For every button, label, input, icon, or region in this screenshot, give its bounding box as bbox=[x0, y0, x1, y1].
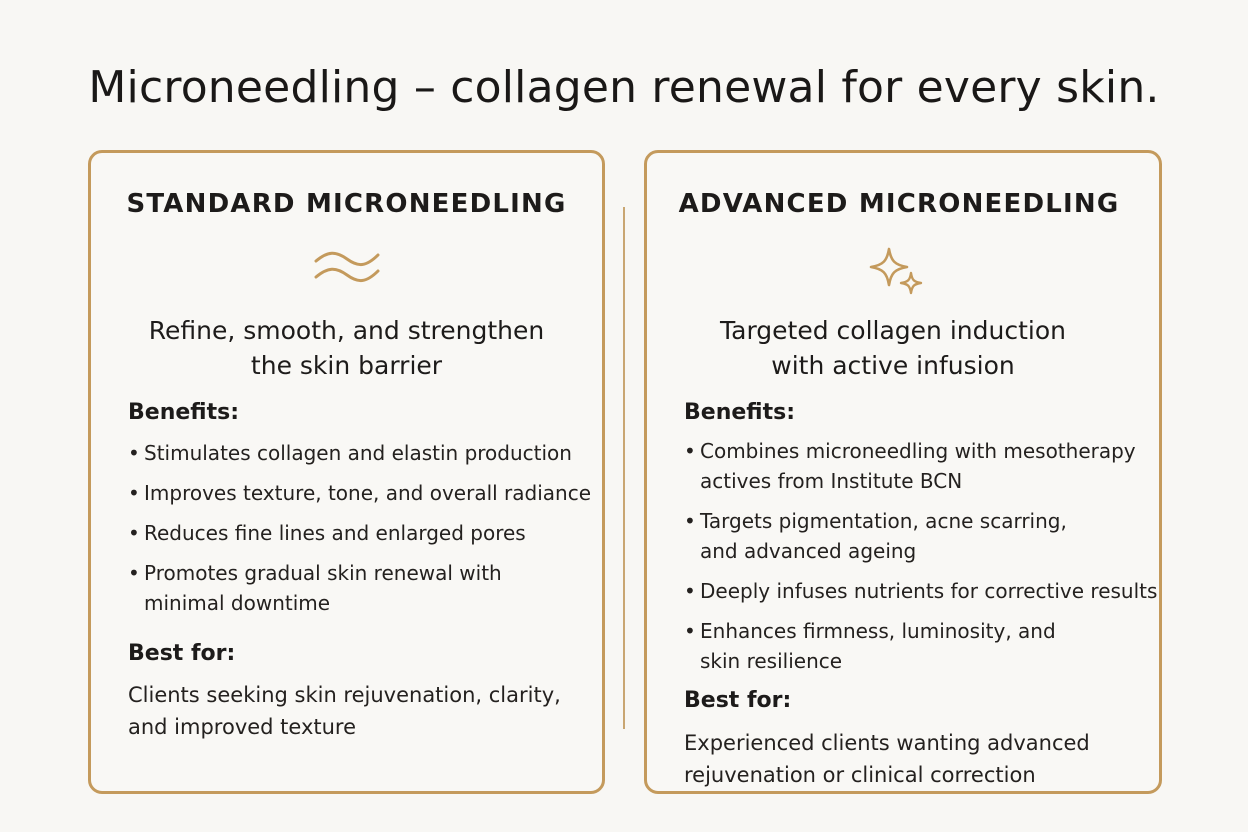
benefit-text-continued: skin resilience bbox=[700, 649, 843, 673]
benefits-heading: Benefits: bbox=[128, 400, 239, 425]
tagline-line-1: Targeted collagen induction bbox=[720, 316, 1066, 345]
list-item: • Promotes gradual skin renewal with minimal downtime bbox=[128, 561, 502, 615]
center-divider bbox=[623, 207, 625, 729]
benefit-text-continued: and advanced ageing bbox=[700, 539, 917, 563]
card-tagline bbox=[637, 313, 1149, 383]
tagline-line-1: Refine, smooth, and strengthen bbox=[148, 316, 545, 345]
best-for-heading: Best for: bbox=[128, 641, 236, 666]
best-for-text: Clients seeking skin rejuvenation, clarity, and improved texture bbox=[128, 683, 561, 739]
benefit-text: Improves texture, tone, and overall radiance bbox=[144, 481, 592, 505]
list-item: • Deeply infuses nutrients for corrective results bbox=[684, 579, 1158, 603]
benefit-text: Stimulates collagen and elastin production bbox=[144, 441, 572, 465]
advanced-microneedling-card bbox=[644, 150, 1162, 794]
benefit-text: Enhances firmness, luminosity, and bbox=[700, 619, 1056, 643]
benefit-text: Targets pigmentation, acne scarring, bbox=[700, 509, 1067, 533]
list-item: • Improves texture, tone, and overall radiance bbox=[128, 481, 592, 505]
waves-icon bbox=[312, 247, 382, 287]
list-item: • Targets pigmentation, acne scarring, and advanced ageing bbox=[684, 509, 1067, 563]
list-item: • Reduces fine lines and enlarged pores bbox=[128, 521, 526, 545]
card-tagline bbox=[91, 313, 602, 383]
best-for-heading: Best for: bbox=[684, 688, 792, 713]
tagline-line-2: the skin barrier bbox=[250, 351, 443, 380]
sparkle-icon bbox=[867, 245, 927, 301]
benefits-heading: Benefits: bbox=[684, 400, 795, 425]
benefits-list bbox=[684, 436, 1157, 686]
list-item: • Stimulates collagen and elastin production bbox=[128, 441, 572, 465]
benefit-text: Deeply infuses nutrients for corrective results bbox=[700, 579, 1158, 603]
card-title: ADVANCED MICRONEEDLING bbox=[678, 189, 1120, 219]
benefit-text: Reduces fine lines and enlarged pores bbox=[144, 521, 526, 545]
standard-microneedling-card bbox=[88, 150, 605, 794]
page-title: Microneedling – collagen renewal for every skin. bbox=[88, 62, 1160, 113]
list-item: • Enhances firmness, luminosity, and skin resilience bbox=[684, 619, 1056, 673]
benefits-list bbox=[128, 438, 591, 628]
card-title: STANDARD MICRONEEDLING bbox=[126, 189, 567, 219]
best-for-text: Experienced clients wanting advanced rejuvenation or clinical correction bbox=[684, 731, 1090, 787]
benefit-text-continued: actives from Institute BCN bbox=[700, 469, 963, 493]
benefit-text-continued: minimal downtime bbox=[144, 591, 331, 615]
list-item: • Combines microneedling with mesotherapy actives from Institute BCN bbox=[684, 439, 1136, 493]
tagline-line-2: with active infusion bbox=[771, 351, 1015, 380]
benefit-text: Promotes gradual skin renewal with bbox=[144, 561, 502, 585]
benefit-text: Combines microneedling with mesotherapy bbox=[700, 439, 1136, 463]
